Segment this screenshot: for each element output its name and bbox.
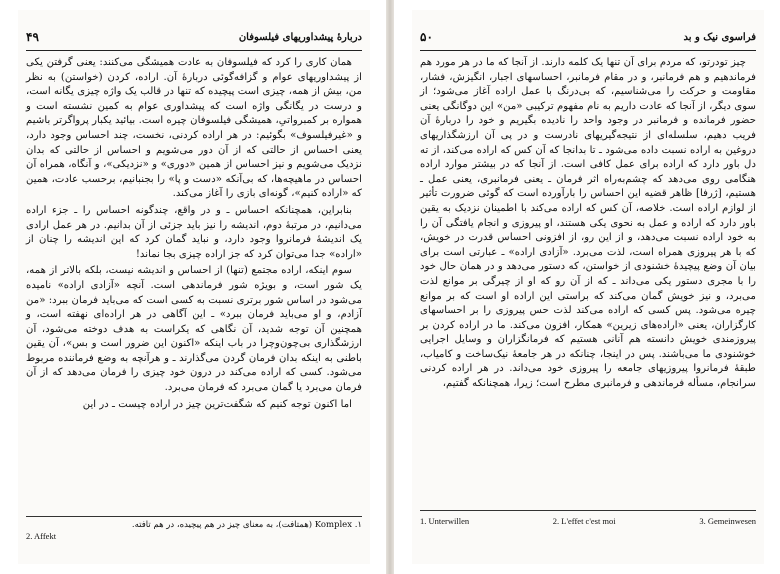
footnote: ۱. Komplex (همتافت)، به معنای چیز در هم پیچیده، در هم تافته. [131, 520, 362, 530]
left-footnote-rule [26, 516, 362, 517]
left-footnotes [26, 520, 362, 542]
right-page-header [420, 30, 756, 48]
left-body-text [26, 56, 362, 414]
left-header-rule [26, 50, 362, 51]
left-running-head: دربارهٔ پیشداوریهای فیلسوفان [238, 32, 362, 43]
footnote: 2. L'effet c'est moi [552, 516, 616, 526]
footnote: 3. Gemeinwesen [699, 516, 756, 526]
paragraph: اما اکنون توجه کنیم که شگفت‌ترین چیز در اراده چیست ـ در این [82, 398, 352, 410]
paragraph: همان کاری را کرد که فیلسوفان به عادت همیشگی می‌کنند: یعنی گرفتن یکی از پیشداوریهای عوام و گزافه‌گوئی دربارهٔ آن. اراده، کردن (خواستن) به نظر من، بیش از همه، چیزی است پیچیده که تنها در قالب یک واژه چیزی یگانه است، و درست در یگانگی واژه است که پیشداوری عوام به کمین نشسته است و همواره بر کمبرواتیِ، همیشگی فیلسوفان چیره است. بیائید یکبار پرواگرتر باشیم و «غیرفیلسوف» بگوئیم: در هر اراده کردنی، نخست، چند احساس وجود دارد، یعنی احساس از حالتی که از آن دور می‌شویم و احساس از حالتی که بدان نزدیک می‌شویم و نیز احساس از همین «دوری» و «نزدیکی»، و آنگاه، همراه آن احساس در ماهیچه‌ها، که بی‌آنکه «دست و پا» را بجنبانیم، برحسب عادت، همین که «اراده کنیم»، گونه‌ای بازی را آغاز می‌کند. [26, 57, 362, 200]
right-body-text [420, 56, 756, 394]
right-page-number: ۵۰ [420, 30, 433, 44]
footnote-row [420, 516, 756, 527]
left-page [18, 10, 370, 564]
paragraph: بنابراین، همچنانکه احساس ـ و در واقع، چندگونه احساس را ـ جزء اراده می‌دانیم، در مرتبهٔ دوم، اندیشه را نیز باید جزئی از آن بدانیم. در هر عمل ارادی یک اندیشهٔ فرمانروا وجود دارد، و نباید گمان کرد که این اندیشه را چنان از «اراده» جدا می‌توان کرد که جز اراده چیزی بجا نماند! [26, 204, 362, 260]
right-running-head: فراسوی نیک و بد [683, 32, 756, 43]
footnote: 2. Affekt [26, 531, 57, 541]
paragraph: چیز تودرتو، که مردم برای آن تنها یک کلمه دارند. از آنجا که ما در هر مورد هم فرماندهیم و هم فرمانبر، و در مقام فرمانبر، احساسهای اجبار، انگیزش، فشار، مقاومت و حرکت را می‌شناسیم، که بی‌درنگ با عمل اراده آغاز می‌شود؛ از سوی دیگر، از آنجا که عادت داریم به نام مفهوم ترکیبی «من» این دوگانگی یعنی حضور فرمانده و فرمانبر در وجود واحد را نادیده بگیریم و خود را دربارهٔ آن فریب دهیم، سلسله‌ای از نتیجه‌گیریهای نادرست و در پی آن ارزشگذاریهای دروغین به اراده نسبت داده می‌شود ـ تا بدانجا که آن کس که اراده می‌کند، از ته دل باور دارد که اراده برای عمل کافی است. از آنجا که در بیشتر موارد اراده هنگامی روی می‌دهد که چشم‌به‌راه اثر فرمان ـ یعنی فرمانبری، یعنی عمل ـ هستیم، [ژرفا] ظاهر قضیه این احساس را بارآورده است که گوئی ضرورت تأثیر از لوازم اراده است. خلاصه، آن کس که اراده می‌کند با اطمینان نزدیک به یقین باور دارد که اراده و عمل به نحوی یکی هستند، او پیروزی و انجام یافتگی آن را به خود اراده نسبت می‌دهد، و از این رو، از افزونی احساس قدرت در خویش، که با هر پیروزی همراه است، لذت می‌برد. «آزادی اراده» ـ عبارتی است برای بیان آن وضع پیچیدهٔ خشنودی از خواستن، که دستور می‌دهد و در همان حال خود را با مجری دستور یکی می‌داند ـ که از آن رو که او از چیرگی بر موانع لذت می‌برد، و نیز خویش گمان می‌کند که براستی این اراده او است که بر موانع چیره می‌شود. پس کسی که اراده می‌کند لذت حس پیروزی را بر احساسهای کارگزاران، یعنی «اراده‌های زیرین» همکار، افزون می‌کند. ما در اراده کردن بر پیروزمندی خویش دانسته هم آنانی هستیم که فرمانگزاران و وسایل اجرایی خوشنودی ما می‌باشند. پس در اینجا، چنانکه در هر جامعهٔ نیک‌ساخت و کامیاب، طبقهٔ فرمانروا پیروزیهای جامعه را پیروزی خود می‌داند. در هر اراده کردنی سرانجام، مسأله فرماندهی و فرمانبری مطرح است؛ زیرا، همچنانکه گفتیم، [420, 57, 756, 390]
left-page-number: ۴۹ [26, 30, 39, 44]
book-gutter [386, 0, 394, 574]
footnote: 1. Unterwillen [420, 516, 470, 526]
right-page [412, 10, 764, 564]
right-footnote-rule [420, 510, 756, 511]
paragraph: سوم اینکه، اراده مجتمع (تنها) از احساس و اندیشه نیست، بلکه بالاتر از همه، یک شور است، و بویژه شور فرماندهی است. آنچه «آزادی اراده» نامیده می‌شود در اساس شور برتری نسبت به کسی است که می‌باید فرمان ببرد: «من آزادم، و او می‌باید فرمان ببرد» ـ این آگاهی در هر اراده‌ای نهفته است، و همچنین آن توجه شدید، آن نگاهی که یکراست به هدف دوخته می‌شود، آن ارزشگذاری بی‌چون‌وچرا در باب اینکه «اکنون این ضرور است و بس»، آن یقین باطنی به اینکه بدان فرمان گردن می‌گذارند ـ و هرآنچه به وضع فرماننده مربوط می‌شود. کسی که اراده می‌کند در درون خود چیزی را فرمان می‌دهد که از آن فرمان می‌برد یا گمان می‌برد که فرمان می‌برد. [26, 265, 362, 394]
left-page-header [26, 30, 362, 48]
right-header-rule [420, 50, 756, 51]
right-footnotes [420, 516, 756, 527]
